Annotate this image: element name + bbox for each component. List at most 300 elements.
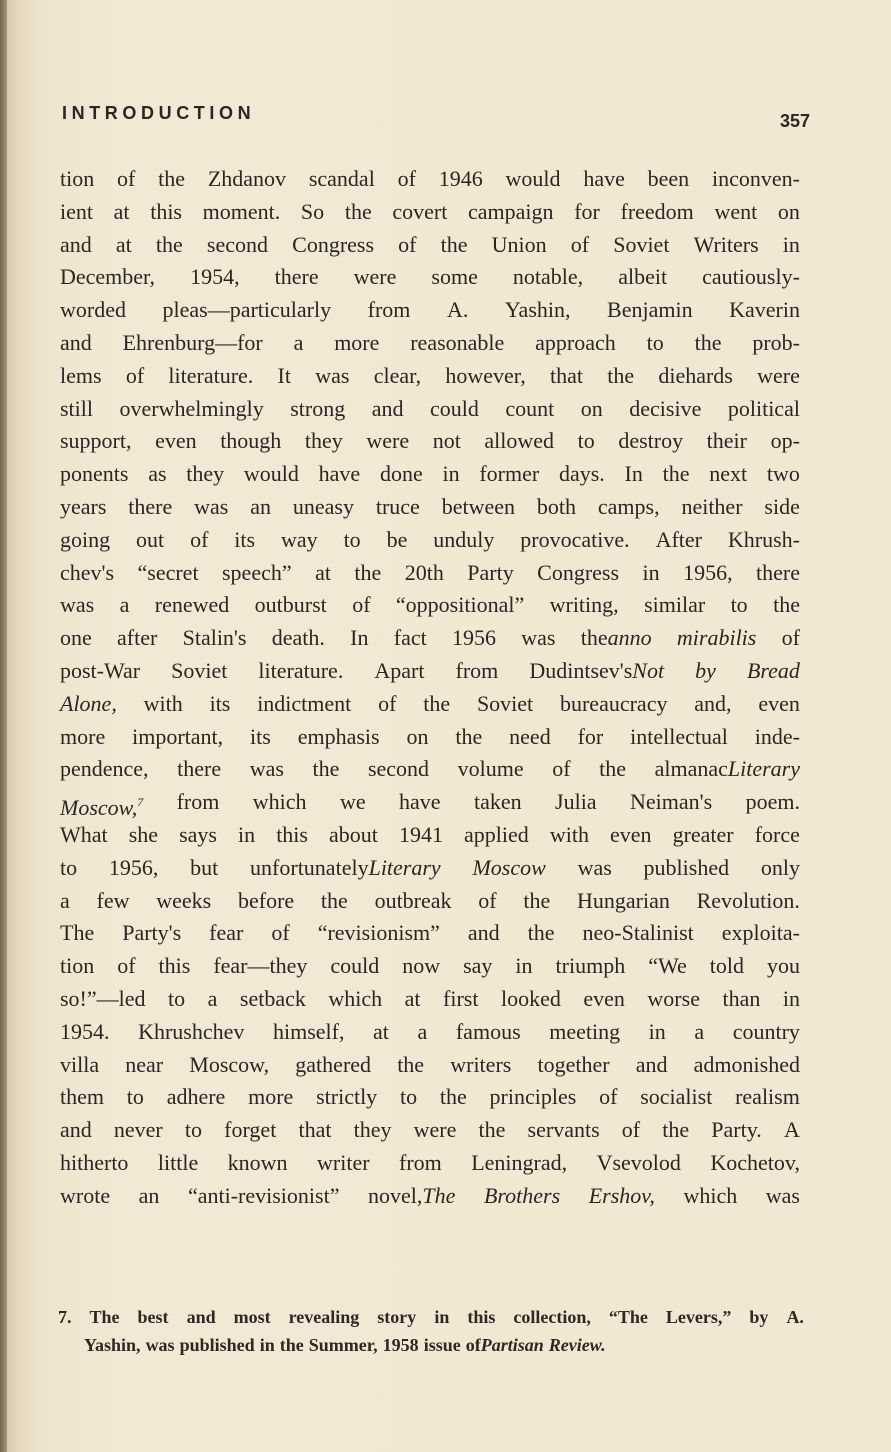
- word: overwhelmingly: [119, 395, 264, 421]
- running-head: INTRODUCTION: [62, 103, 256, 123]
- word: 1946: [438, 166, 483, 191]
- word: uneasy: [292, 493, 354, 519]
- word: 1954,: [190, 264, 240, 290]
- word: its: [250, 723, 271, 749]
- word: cautiously-: [702, 264, 800, 290]
- word: strong: [290, 395, 346, 421]
- word: best: [137, 1307, 169, 1327]
- word: of: [599, 1084, 618, 1110]
- word: admonished: [693, 1051, 800, 1077]
- word: force: [754, 821, 800, 847]
- text-line: [60, 294, 800, 327]
- word: of: [352, 592, 371, 618]
- word: lems: [60, 362, 102, 388]
- word: than: [722, 985, 761, 1011]
- word: few: [96, 887, 130, 913]
- word: Yashin,: [84, 1335, 141, 1355]
- text-line: [60, 721, 800, 754]
- word: most: [233, 1307, 271, 1327]
- word: Levers,”: [665, 1307, 732, 1327]
- word: were: [413, 1117, 457, 1143]
- word: Moscow,$^7$: [60, 795, 144, 821]
- word: mirabilis: [676, 625, 757, 651]
- word: this: [150, 198, 182, 224]
- word: fear—they: [213, 953, 308, 979]
- word: socialist: [640, 1084, 713, 1110]
- word: Brothers: [483, 1182, 561, 1208]
- footnote-line: [58, 1331, 804, 1359]
- text-line: [60, 229, 800, 262]
- word: unduly: [433, 526, 495, 552]
- word: Union: [491, 231, 547, 257]
- word: of: [190, 526, 209, 552]
- word: together: [537, 1051, 610, 1077]
- page-number: 357: [779, 111, 810, 131]
- word: adhere: [166, 1084, 226, 1110]
- word: before: [237, 887, 295, 913]
- word: by: [695, 657, 716, 683]
- word: Ehrenburg—for: [122, 329, 263, 355]
- word: with: [143, 690, 183, 716]
- word: “revisionism”: [317, 920, 440, 946]
- word: say: [463, 953, 493, 979]
- word: country: [732, 1018, 800, 1044]
- text-line: [60, 622, 800, 655]
- word: applied: [464, 821, 529, 847]
- text-line: [60, 163, 800, 196]
- word: from: [399, 1149, 442, 1175]
- word: the: [523, 887, 551, 913]
- word: even: [155, 428, 197, 454]
- word: and,: [694, 690, 732, 716]
- word: realism: [735, 1084, 800, 1110]
- word: in: [442, 461, 460, 487]
- text-line: [60, 1180, 800, 1213]
- text-line: [60, 819, 800, 852]
- word: servants: [527, 1117, 600, 1143]
- word: was: [249, 756, 284, 782]
- word: at: [373, 1018, 389, 1044]
- word: from: [455, 657, 499, 683]
- word: the: [773, 592, 800, 618]
- text-line: [60, 885, 800, 918]
- word: so!”—led: [60, 985, 146, 1011]
- word: this: [158, 953, 191, 979]
- word: more: [60, 723, 106, 749]
- word: of: [570, 231, 590, 257]
- word: both: [536, 493, 576, 519]
- word: Literary: [368, 854, 441, 880]
- word: the: [694, 329, 722, 355]
- word: have: [583, 166, 625, 191]
- text-line: [60, 196, 800, 229]
- word: strictly: [316, 1084, 378, 1110]
- word: Congress: [292, 231, 375, 257]
- word: at: [315, 559, 331, 585]
- word: on: [777, 198, 800, 224]
- word: the: [320, 887, 348, 913]
- text-line: [60, 753, 800, 786]
- word: Not: [632, 657, 665, 683]
- word: to: [577, 428, 595, 454]
- word: says: [179, 821, 217, 847]
- text-line: [60, 1016, 800, 1049]
- word: published: [643, 854, 730, 880]
- word: collection,: [513, 1307, 591, 1327]
- word: was: [521, 625, 556, 651]
- word: in: [259, 1335, 275, 1355]
- word: Revolution.: [696, 887, 800, 913]
- word: hitherto: [60, 1149, 129, 1175]
- word: December,: [60, 264, 156, 290]
- word: been: [647, 166, 690, 191]
- word: which: [683, 1182, 738, 1208]
- word: A.: [446, 297, 469, 323]
- word: to: [646, 329, 664, 355]
- word: op-: [770, 428, 800, 454]
- word: a: [60, 887, 70, 913]
- word: the: [423, 690, 451, 716]
- word: out: [136, 526, 165, 552]
- word: emphasis: [297, 723, 380, 749]
- word: done: [379, 461, 423, 487]
- word: anno: [607, 625, 652, 651]
- word: principles: [489, 1084, 577, 1110]
- word: Leningrad,: [471, 1149, 568, 1175]
- word: the: [607, 362, 635, 388]
- word: could: [429, 395, 479, 421]
- word: and: [186, 1307, 216, 1327]
- word: which: [328, 985, 383, 1011]
- word: camps,: [597, 493, 660, 519]
- footnote-marker: 7: [137, 795, 144, 810]
- word: tion: [60, 166, 95, 191]
- word: indictment: [257, 690, 352, 716]
- word: published: [179, 1335, 255, 1355]
- word: worse: [647, 985, 700, 1011]
- word: have: [399, 789, 441, 815]
- word: “oppositional”: [395, 592, 525, 618]
- word: count: [505, 395, 555, 421]
- word: looked: [501, 985, 561, 1011]
- word: Moscow,: [189, 1051, 270, 1077]
- word: to: [399, 1084, 418, 1110]
- word: poem.: [745, 789, 800, 815]
- word: neither: [681, 493, 743, 519]
- word: Apart: [374, 657, 425, 683]
- word: which: [252, 789, 307, 815]
- word: A.: [786, 1307, 804, 1327]
- word: days.: [558, 461, 605, 487]
- word: Kaverin: [729, 297, 800, 323]
- word: important,: [132, 723, 224, 749]
- text-line: [60, 1147, 800, 1180]
- text-line: [60, 1114, 800, 1147]
- body-text: [60, 163, 800, 1213]
- word: at: [113, 198, 130, 224]
- word: that: [549, 362, 583, 388]
- word: speech”: [222, 559, 292, 585]
- word: at: [115, 231, 132, 257]
- word: there: [128, 493, 173, 519]
- word: of: [125, 362, 145, 388]
- word: ient: [60, 198, 93, 224]
- word: 7.: [58, 1307, 72, 1327]
- word: notable,: [512, 264, 584, 290]
- word: even: [583, 985, 625, 1011]
- word: clear,: [373, 362, 422, 388]
- word: to: [730, 592, 748, 618]
- word: she: [128, 821, 159, 847]
- word: renewed: [154, 592, 230, 618]
- word: there: [177, 756, 222, 782]
- word: theanno: [580, 625, 652, 651]
- word: even: [758, 690, 800, 716]
- word: could: [330, 953, 380, 979]
- word: however,: [445, 362, 526, 388]
- word: Hungarian: [577, 887, 670, 913]
- word: chev's: [60, 559, 115, 585]
- word: political: [727, 395, 800, 421]
- word: at: [404, 985, 421, 1011]
- word: Party.: [711, 1117, 762, 1143]
- word: on: [580, 395, 603, 421]
- word: 1956: [451, 625, 496, 651]
- word: 1956,: [683, 559, 733, 585]
- word: of: [117, 166, 136, 191]
- word: there: [274, 264, 319, 290]
- word: this: [467, 1307, 496, 1327]
- word: never: [113, 1117, 163, 1143]
- word: was: [145, 1335, 175, 1355]
- word: the: [439, 1084, 467, 1110]
- word: would: [243, 461, 299, 487]
- word: literature.: [168, 362, 254, 388]
- word: Party's: [122, 920, 182, 946]
- word: neo-Stalinist: [582, 920, 694, 946]
- word: allowed: [484, 428, 555, 454]
- word: Soviet: [171, 657, 228, 683]
- word: pendence,: [60, 756, 149, 782]
- word: Benjamin: [607, 297, 693, 323]
- word: 1941: [398, 821, 443, 847]
- word: novel,The: [368, 1182, 456, 1208]
- word: near: [125, 1051, 164, 1077]
- word: the: [354, 559, 382, 585]
- word: campaign: [468, 198, 554, 224]
- text-line: [60, 360, 800, 393]
- word: worded: [60, 297, 126, 323]
- word: were: [757, 362, 800, 388]
- word: for: [577, 723, 604, 749]
- word: in: [782, 231, 800, 257]
- word: after: [117, 625, 158, 651]
- word: inconven-: [711, 166, 800, 191]
- word: Party: [467, 559, 514, 585]
- text-line: [60, 524, 800, 557]
- word: similar: [644, 592, 706, 618]
- word: setback: [239, 985, 306, 1011]
- word: The: [60, 920, 95, 946]
- word: not: [432, 428, 461, 454]
- text-line: [60, 491, 800, 524]
- word: wrote: [60, 1182, 111, 1208]
- word: the: [599, 756, 626, 782]
- word: told: [709, 953, 744, 979]
- word: approach: [535, 329, 616, 355]
- word: need: [509, 723, 551, 749]
- word: taken: [473, 789, 522, 815]
- word: for: [574, 198, 600, 224]
- word: In: [350, 625, 369, 651]
- word: in: [515, 953, 533, 979]
- word: Partisan: [480, 1335, 544, 1355]
- word: villa: [60, 1051, 100, 1077]
- word: now: [402, 953, 441, 979]
- word: Soviet: [476, 690, 534, 716]
- word: Kochetov,: [710, 1149, 800, 1175]
- word: freedom: [620, 198, 694, 224]
- word: Zhdanov: [207, 166, 287, 191]
- word: Literary: [727, 756, 800, 782]
- word: meeting: [549, 1018, 621, 1044]
- word: issue: [423, 1335, 461, 1355]
- word: and: [60, 329, 92, 355]
- text-line: [60, 852, 800, 885]
- word: prob-: [752, 329, 800, 355]
- word: they: [186, 461, 225, 487]
- word: What: [60, 821, 108, 847]
- word: A: [783, 1117, 800, 1143]
- word: to: [343, 526, 361, 552]
- word: and: [635, 1051, 668, 1077]
- word: going: [60, 526, 111, 552]
- word: was: [194, 493, 229, 519]
- word: Ershov,: [588, 1182, 655, 1208]
- word: of: [552, 756, 571, 782]
- word: pleas—particularly: [162, 297, 332, 323]
- word: on: [406, 723, 429, 749]
- word: as: [148, 461, 167, 487]
- word: way: [281, 526, 318, 552]
- word: an: [250, 493, 271, 519]
- word: we: [339, 789, 366, 815]
- word: literature.: [258, 657, 344, 683]
- word: even: [610, 821, 652, 847]
- word: to: [168, 985, 186, 1011]
- word: greater: [672, 821, 734, 847]
- word: the: [455, 723, 483, 749]
- word: provocative.: [520, 526, 630, 552]
- text-line: [60, 458, 800, 491]
- word: a: [119, 592, 130, 618]
- word: 1954.: [60, 1018, 110, 1044]
- text-line: [60, 261, 800, 294]
- word: the: [155, 231, 183, 257]
- word: intellectual: [630, 723, 728, 749]
- word: of: [117, 953, 136, 979]
- word: a: [207, 985, 218, 1011]
- word: gathered: [295, 1051, 372, 1077]
- word: Khrush-: [727, 526, 800, 552]
- word: covert: [392, 198, 448, 224]
- word: its: [209, 690, 231, 716]
- word: almanacLiterary: [654, 756, 800, 782]
- word: second: [367, 756, 430, 782]
- word: albeit: [618, 264, 668, 290]
- page-header: [62, 103, 810, 133]
- word: volume: [457, 756, 524, 782]
- word: Julia: [555, 789, 597, 815]
- word: and: [467, 920, 500, 946]
- word: Congress: [537, 559, 620, 585]
- word: the: [312, 756, 340, 782]
- word: After: [655, 526, 702, 552]
- text-line: [60, 655, 800, 688]
- word: writing,: [549, 592, 619, 618]
- word: were: [366, 428, 410, 454]
- word: ofPartisan: [465, 1335, 544, 1355]
- word: more: [248, 1084, 294, 1110]
- word: inde-: [754, 723, 800, 749]
- word: the: [662, 1117, 690, 1143]
- word: second: [206, 231, 269, 257]
- word: in: [238, 821, 256, 847]
- word: reasonable: [410, 329, 505, 355]
- word: exploita-: [721, 920, 800, 946]
- word: the: [397, 1051, 425, 1077]
- text-line: [60, 917, 800, 950]
- word: of: [478, 887, 497, 913]
- word: the: [158, 166, 186, 191]
- word: were: [353, 264, 397, 290]
- word: in: [434, 1307, 450, 1327]
- text-line: [60, 1049, 800, 1082]
- word: first: [443, 985, 479, 1011]
- word: himself,: [272, 1018, 345, 1044]
- word: Yashin,: [504, 297, 571, 323]
- word: from: [367, 297, 411, 323]
- word: you: [766, 953, 800, 979]
- word: that: [298, 1117, 332, 1143]
- text-line: [60, 327, 800, 360]
- word: have: [318, 461, 361, 487]
- word: Moscow: [472, 854, 546, 880]
- word: forget: [224, 1117, 277, 1143]
- word: still: [60, 395, 94, 421]
- word: Stalin's: [182, 625, 247, 651]
- word: outbreak: [374, 887, 452, 913]
- word: famous: [455, 1018, 521, 1044]
- word: of: [378, 690, 397, 716]
- word: Neiman's: [629, 789, 713, 815]
- word: from: [176, 789, 220, 815]
- word: they: [304, 428, 343, 454]
- word: was: [60, 592, 95, 618]
- word: was: [315, 362, 350, 388]
- word: more: [334, 329, 380, 355]
- word: the: [527, 920, 555, 946]
- word: of: [781, 625, 800, 651]
- word: to: [184, 1117, 203, 1143]
- word: a: [694, 1018, 705, 1044]
- word: former: [479, 461, 540, 487]
- word: unfortunatelyLiterary: [250, 854, 441, 880]
- word: tion: [60, 953, 95, 979]
- word: though: [220, 428, 282, 454]
- word: “We: [648, 953, 687, 979]
- word: Review.: [548, 1335, 606, 1355]
